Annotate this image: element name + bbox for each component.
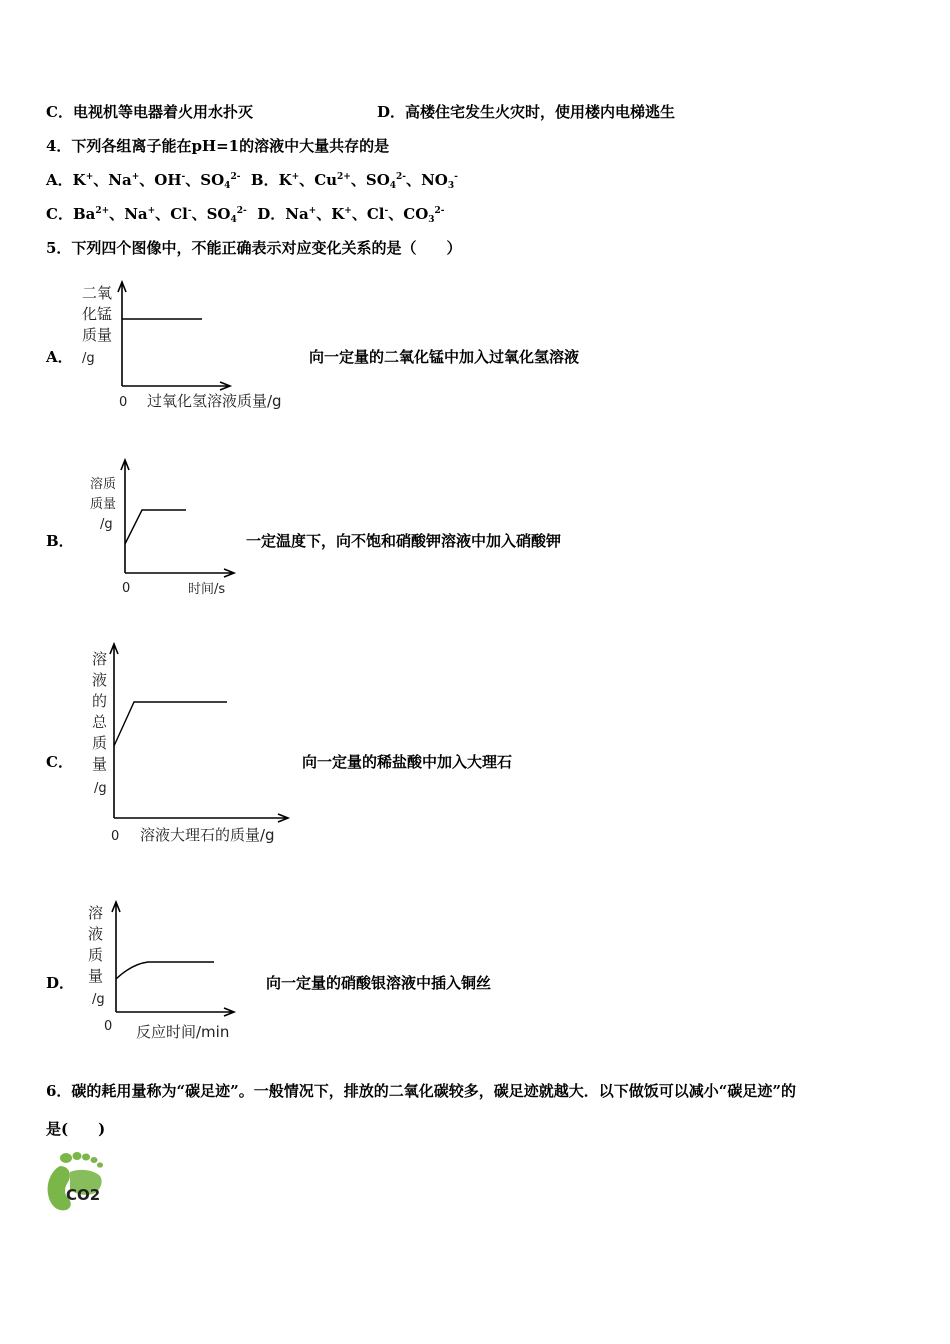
q6-stem-line1: 6．碳的耗用量称为“碳足迹”。一般情况下，排放的二氧化碳较多，碳足迹就越大．以下做饭可以减小“碳足迹”的 [46, 1082, 796, 1100]
q5-b-xlabel: 时间/s [188, 582, 226, 597]
q5-c-ylabel-char: 的 [92, 692, 108, 710]
q5-d-desc: 向一定量的硝酸银溶液中插入铜丝 [266, 974, 492, 992]
q5-a-ylabel-3: 质量 [82, 326, 113, 344]
q5-d-ylabel-char: 质 [88, 946, 104, 964]
q5-a-origin: 0 [119, 395, 128, 410]
q5-a-ylabel-2: 化锰 [82, 305, 113, 323]
q4-options-cd: C．$Ba^{2+}$、Na+、Cl-、$SO_4^{2-}$ D．Na+、K+、Cl-、$CO_3^{2-}$ [46, 205, 445, 225]
q5-c-xlabel: 溶液大理石的质量/g [140, 826, 275, 844]
q5-b-curve [125, 510, 186, 544]
q5-a-graph [72, 276, 312, 416]
q5-b-desc: 一定温度下，向不饱和硝酸钾溶液中加入硝酸钾 [246, 532, 562, 550]
q5-d-label: D． [46, 974, 75, 992]
q5-d-graph [82, 896, 262, 1046]
q5-c-ylabel-unit: /g [94, 781, 107, 796]
q4-stem: 4．下列各组离子能在pH=1的溶液中大量共存的是 [46, 137, 390, 155]
q6-stem-line2: 是( ) [46, 1120, 106, 1138]
q4-options-ab: A．K+、Na+、OH-、$SO_4^{2-}$ B．K+、$Cu^{2+}$、$SO_4^{2-}$、$NO_3^-$ [46, 171, 458, 191]
q3-option-c: C．电视机等电器着火用水扑灭 [46, 103, 253, 121]
q5-d-y-axis [112, 902, 120, 1012]
q5-c-origin: 0 [111, 829, 120, 844]
q5-b-ylabel-2: 质量 [90, 497, 117, 512]
q5-c-ylabel-char: 量 [92, 755, 108, 773]
q5-a-label: A． [46, 348, 73, 366]
q5-d-origin: 0 [104, 1019, 113, 1034]
q5-c-ylabel-char: 溶 [92, 650, 108, 668]
q5-b-x-axis [125, 569, 234, 577]
q5-b-ylabel-1: 溶质 [90, 477, 117, 492]
q5-stem: 5．下列四个图像中，不能正确表示对应变化关系的是（ ） [46, 239, 462, 257]
q5-d-ylabel-char: 溶 [88, 904, 104, 922]
q5-a-x-axis [122, 382, 230, 390]
q5-c-x-axis [114, 814, 288, 822]
q5-c-ylabel-char: 质 [92, 734, 108, 752]
q5-c-y-axis [110, 644, 118, 818]
q5-b-graph [82, 456, 252, 601]
q5-a-xlabel: 过氧化氢溶液质量/g [147, 392, 282, 410]
carbon-footprint-logo [44, 1148, 108, 1214]
q5-b-ylabel-unit: /g [100, 517, 113, 532]
q5-b-y-axis [121, 460, 129, 573]
q5-a-ylabel-unit: /g [82, 351, 95, 366]
q5-a-y-axis [118, 282, 126, 386]
q4-d-label: D． [257, 205, 286, 223]
q5-d-ylabel-unit: /g [92, 992, 105, 1007]
logo-co2-text: CO2 [66, 1186, 101, 1204]
q5-b-origin: 0 [122, 581, 131, 596]
q5-c-label: C． [46, 753, 73, 771]
q5-c-desc: 向一定量的稀盐酸中加入大理石 [302, 753, 513, 771]
q5-c-ylabel-char: 总 [92, 713, 108, 731]
q5-a-ylabel-1: 二氧 [82, 284, 113, 302]
q4-a-label: A． [46, 171, 73, 189]
q4-b-label: B． [250, 171, 279, 189]
q5-c-ylabel-char: 液 [92, 671, 108, 689]
q5-a-desc: 向一定量的二氧化锰中加入过氧化氢溶液 [309, 348, 580, 366]
q5-d-ylabel-char: 液 [88, 925, 104, 943]
q5-d-x-axis [116, 1008, 234, 1016]
q5-c-graph [82, 636, 302, 851]
q5-c-curve [114, 702, 227, 746]
q5-d-curve [116, 962, 214, 979]
q5-d-ylabel-char: 量 [88, 967, 104, 985]
q5-d-xlabel: 反应时间/min [136, 1023, 230, 1041]
q4-c-label: C． [46, 205, 73, 223]
q3-option-d: D．高楼住宅发生火灾时，使用楼内电梯逃生 [377, 103, 676, 121]
q5-b-label: B． [46, 532, 74, 550]
